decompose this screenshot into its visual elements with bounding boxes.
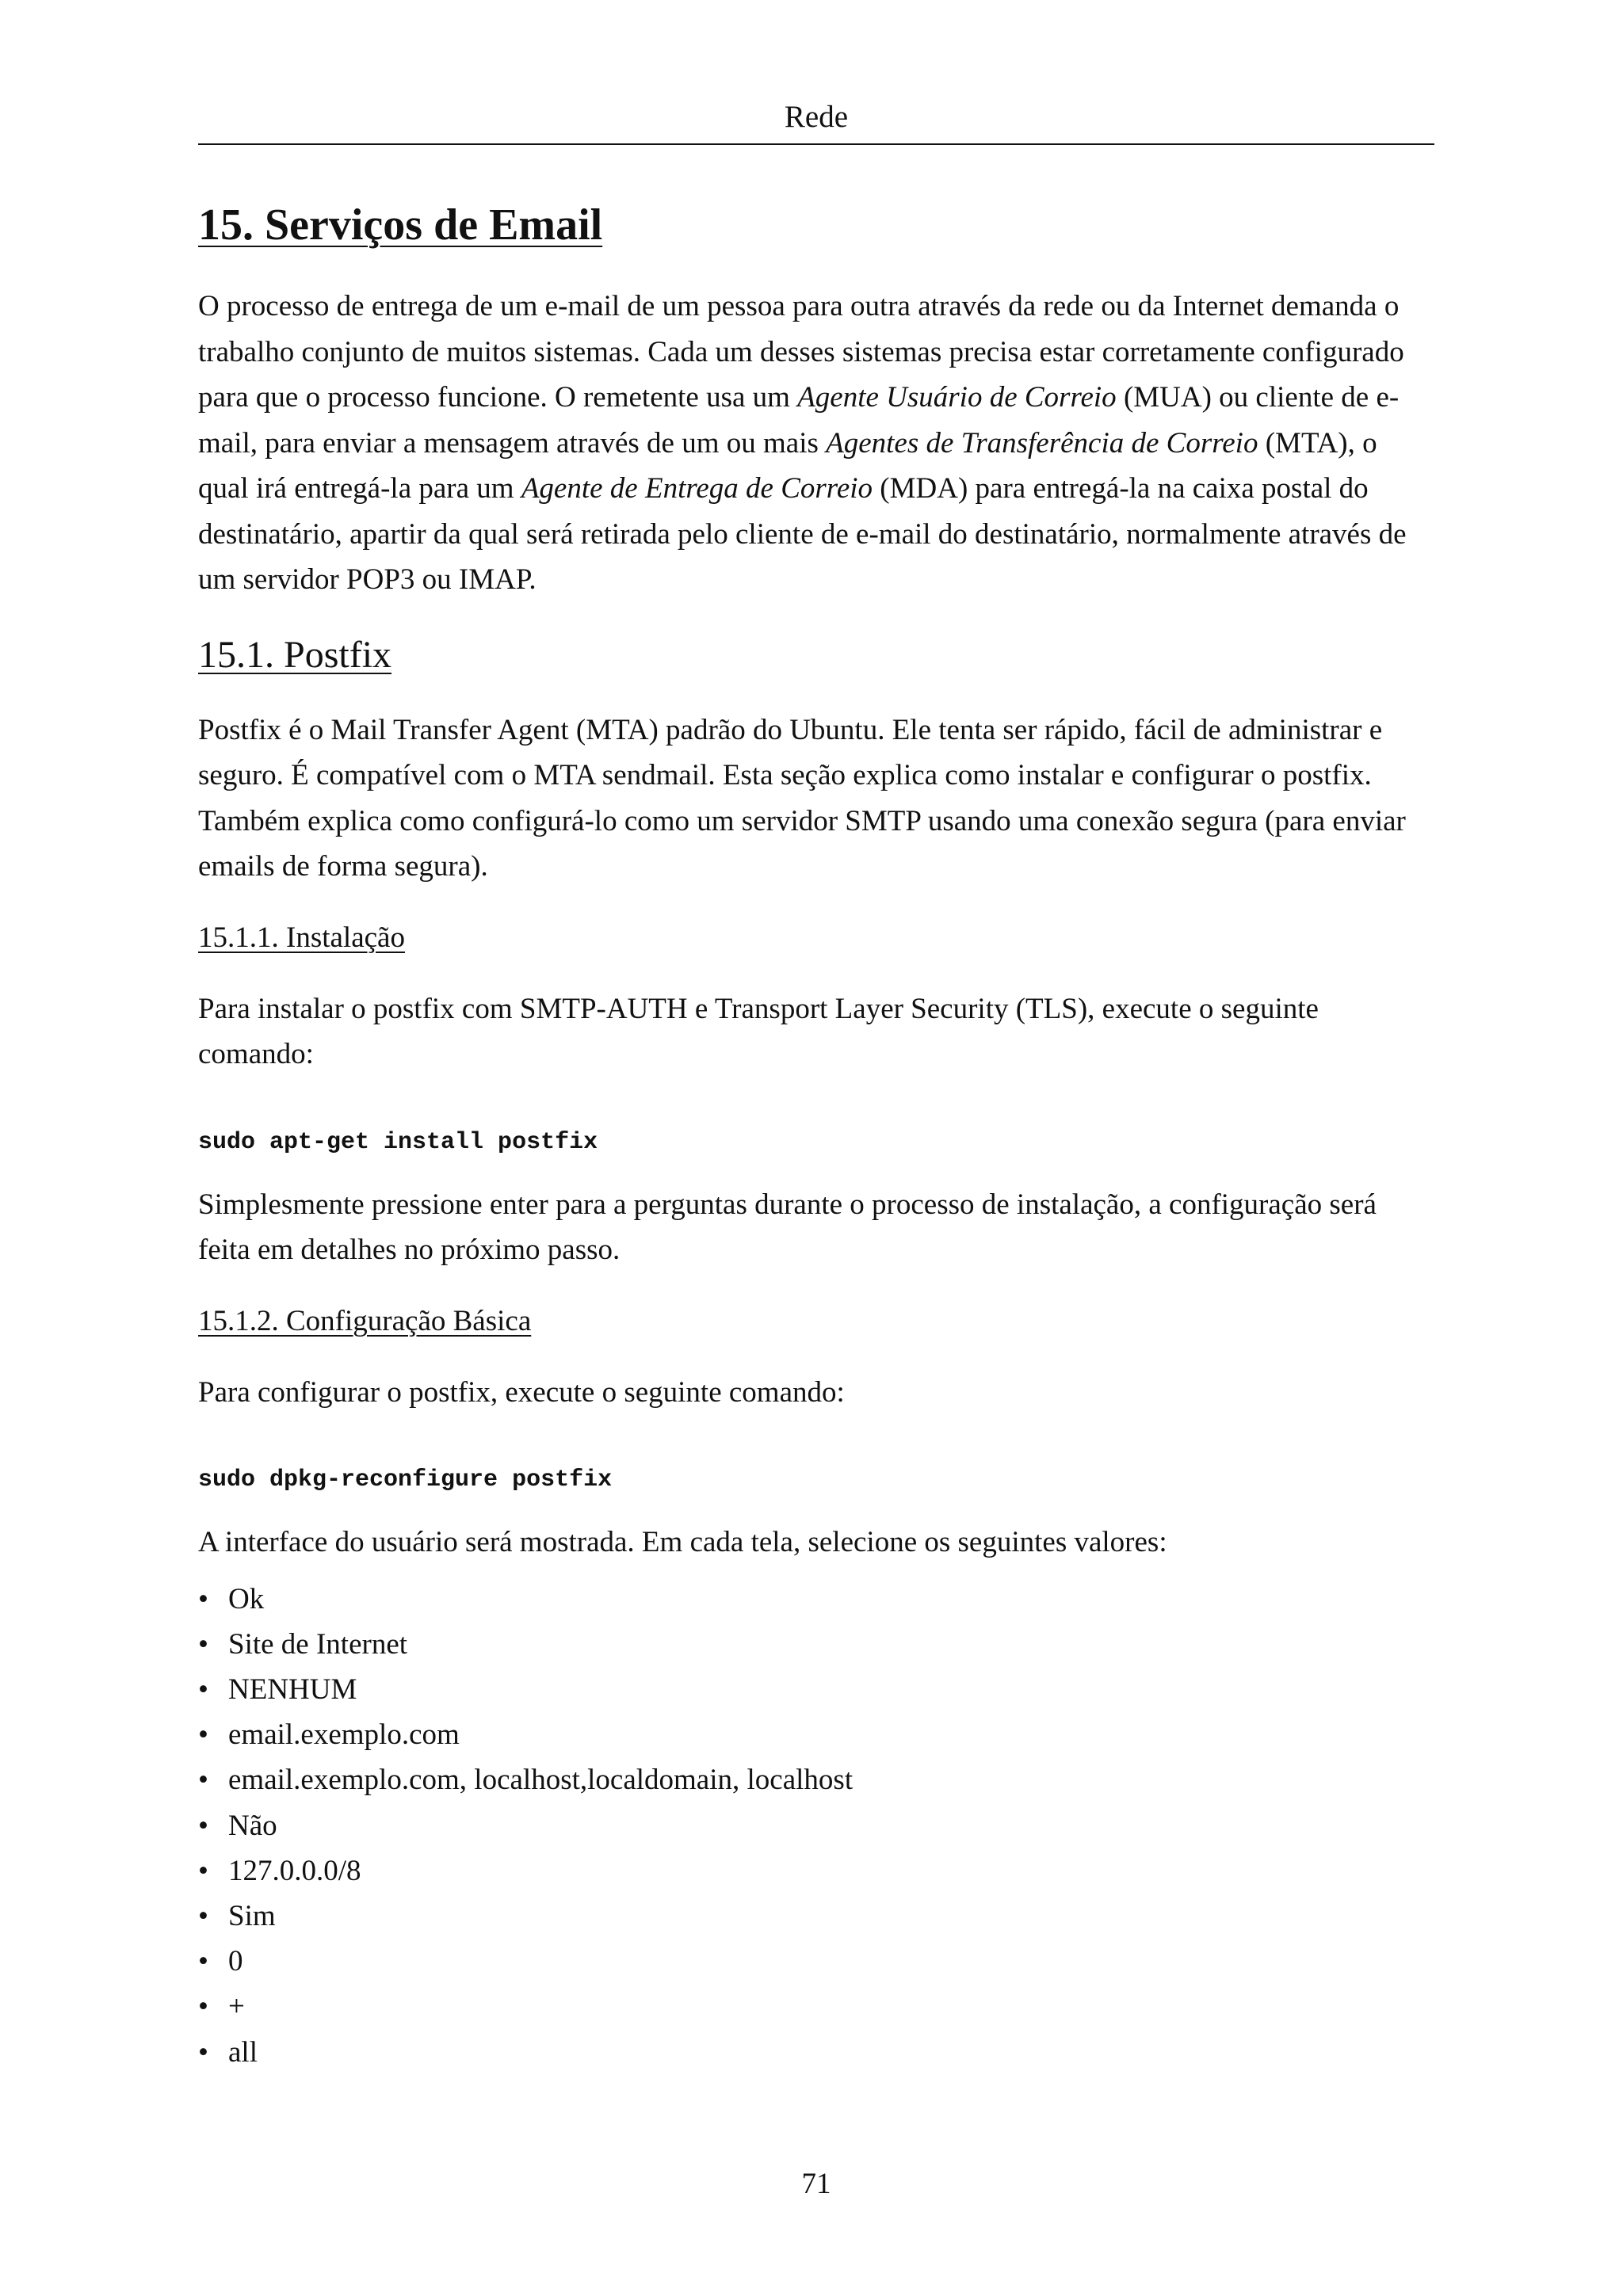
list-item bbox=[198, 1939, 1434, 1984]
intro-term-mta: Agentes de Transferência de Correio bbox=[826, 426, 1258, 460]
list-item-text: all bbox=[228, 2035, 258, 2069]
install-command: sudo apt-get install postfix bbox=[198, 1128, 598, 1156]
list-item bbox=[198, 1712, 1434, 1757]
intro-text-1: O processo de entrega de um e-mail de um pessoa para outra através da rede ou da Internet demanda o trabalho conjunto de muitos sistemas. Cada um desses sistemas precisa estar corretamente configurado para que o processo funcione. O remetente usa um bbox=[198, 290, 1404, 414]
install-after-paragraph: Simplesmente pressione enter para a perguntas durante o processo de instalação, a configuração será feita em detalhes no próximo passo. bbox=[198, 1188, 1377, 1266]
bullet-marker: • bbox=[198, 1899, 208, 1932]
config-command: sudo dpkg-reconfigure postfix bbox=[198, 1466, 613, 1493]
list-item bbox=[198, 1577, 1434, 1622]
list-item bbox=[198, 1803, 1434, 1848]
intro-text-2: (MUA) ou cliente de e-mail, para enviar a mensagem através de um ou mais bbox=[198, 381, 1400, 460]
section-title-postfix: 15.1. Postfix bbox=[198, 633, 392, 676]
postfix-paragraph: Postfix é o Mail Transfer Agent (MTA) padrão do Ubuntu. Ele tenta ser rápido, fácil de administrar e seguro. É compatível com o MTA sendmail. Esta seção explica como instalar e configurar o postfix. Também explica como configurá-lo como um servidor SMTP usando uma conexão segura (para enviar emails de forma segura). bbox=[198, 713, 1406, 883]
config-values-list bbox=[198, 1577, 1434, 2075]
subsection-title-config: 15.1.2. Configuração Básica bbox=[198, 1304, 532, 1337]
subsection-title-install: 15.1.1. Instalação bbox=[198, 921, 405, 954]
list-item-text: Site de Internet bbox=[228, 1627, 408, 1661]
list-item bbox=[198, 2030, 1434, 2075]
list-item-text: NENHUM bbox=[228, 1672, 357, 1706]
intro-text-3: (MTA), o qual irá entregá-la para um bbox=[198, 426, 1377, 505]
bullet-marker: • bbox=[198, 1582, 208, 1615]
list-item bbox=[198, 1757, 1434, 1802]
intro-text-4: (MDA) para entregá-la na caixa postal do destinatário, apartir da qual será retirada pelo cliente de e-mail do destinatário, normalmente através de um servidor POP3 ou IMAP. bbox=[198, 472, 1407, 596]
list-item-text: email.exemplo.com bbox=[228, 1718, 460, 1752]
list-item bbox=[198, 1622, 1434, 1667]
bullet-marker: • bbox=[198, 1672, 208, 1706]
bullet-marker: • bbox=[198, 1809, 208, 1842]
list-item-text: + bbox=[228, 1990, 245, 2023]
config-after-paragraph: A interface do usuário será mostrada. Em cada tela, selecione os seguintes valores: bbox=[198, 1526, 1167, 1558]
bullet-marker: • bbox=[198, 1990, 208, 2023]
list-item-text: Não bbox=[228, 1809, 277, 1842]
header-rule bbox=[198, 143, 1434, 145]
bullet-marker: • bbox=[198, 2035, 208, 2069]
bullet-marker: • bbox=[198, 1945, 208, 1978]
page-content bbox=[198, 196, 1434, 2075]
chapter-title: 15. Serviços de Email bbox=[198, 200, 603, 250]
bullet-marker: • bbox=[198, 1718, 208, 1752]
list-item-text: email.exemplo.com, localhost,localdomain, localhost bbox=[228, 1764, 854, 1797]
bullet-marker: • bbox=[198, 1854, 208, 1887]
running-header: Rede bbox=[784, 100, 849, 134]
list-item-text: Ok bbox=[228, 1582, 265, 1615]
list-item bbox=[198, 1848, 1434, 1894]
config-paragraph: Para configurar o postfix, execute o seguinte comando: bbox=[198, 1375, 845, 1409]
list-item bbox=[198, 1984, 1434, 2029]
bullet-marker: • bbox=[198, 1627, 208, 1661]
list-item bbox=[198, 1894, 1434, 1939]
bullet-marker: • bbox=[198, 1764, 208, 1797]
list-item bbox=[198, 1667, 1434, 1712]
intro-paragraph bbox=[198, 284, 1434, 603]
intro-term-mua: Agente Usuário de Correio bbox=[797, 381, 1117, 414]
intro-term-mda: Agente de Entrega de Correio bbox=[521, 472, 873, 505]
list-item-text: 127.0.0.0/8 bbox=[228, 1854, 361, 1887]
page-number: 71 bbox=[801, 2168, 831, 2200]
list-item-text: Sim bbox=[228, 1899, 276, 1932]
list-item-text: 0 bbox=[228, 1945, 243, 1978]
install-paragraph: Para instalar o postfix com SMTP-AUTH e Transport Layer Security (TLS), execute o seguinte comando: bbox=[198, 992, 1319, 1070]
